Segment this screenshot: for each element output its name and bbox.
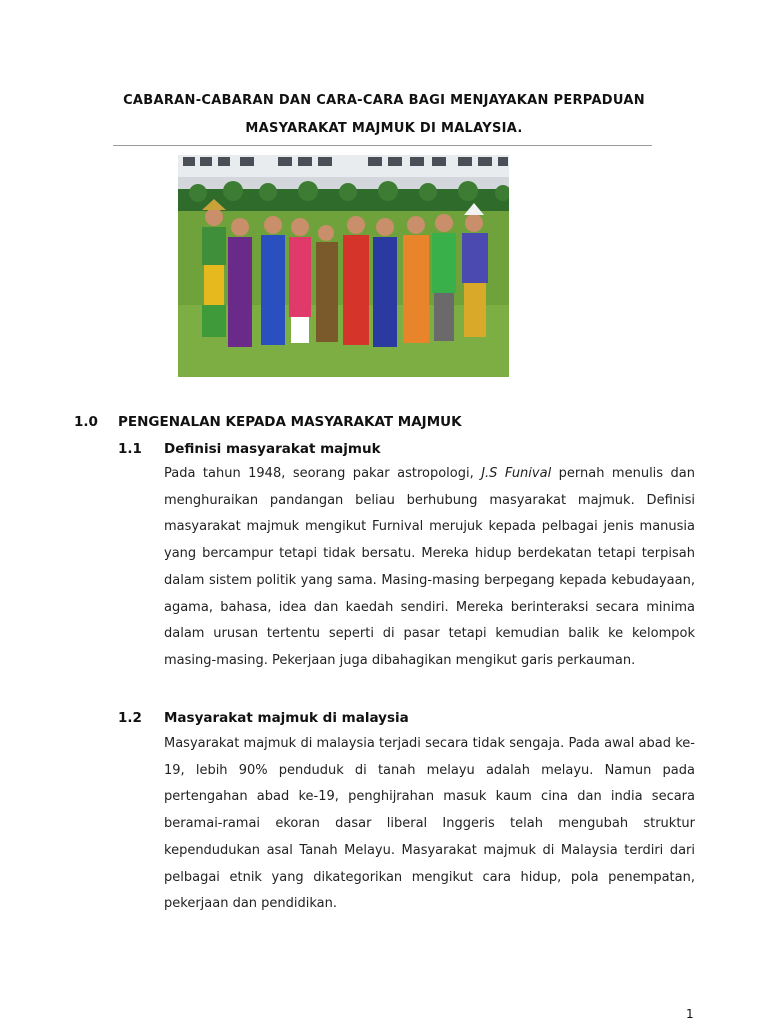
section-1-1-heading: Definisi masyarakat majmuk xyxy=(164,441,381,457)
section-1-2-number: 1.2 xyxy=(118,710,142,726)
document-title-line-2: MASYARAKAT MAJMUK DI MALAYSIA. xyxy=(245,121,523,136)
children-costume-photo xyxy=(178,155,509,377)
paragraph-text-start: Pada tahun 1948, seorang pakar astropologi, xyxy=(164,466,482,481)
author-name-italic: J.S Funival xyxy=(481,466,552,481)
section-1-2-heading: Masyarakat majmuk di malaysia xyxy=(164,710,409,726)
document-title-line-1: CABARAN-CABARAN DAN CARA-CARA BAGI MENJAYAKAN PERPADUAN xyxy=(123,93,645,108)
section-1-1-number: 1.1 xyxy=(118,441,142,457)
section-1-heading: PENGENALAN KEPADA MASYARAKAT MAJMUK xyxy=(118,414,462,430)
section-1-2-paragraph: Masyarakat majmuk di malaysia terjadi secara tidak sengaja. Pada awal abad ke-19, lebih 90% penduduk di tanah melayu adalah melayu. Namun pada pertengahan abad ke-19, penghijrahan masuk kaum cina dan india secara beramai-ramai ekoran dasar liberal Inggeris telah mengubah struktur kependudukan asal Tanah Melayu. Masyarakat majmuk di Malaysia terdiri dari pelbagai etnik yang dikategorikan mengikut cara hidup, pola penempatan, pekerjaan dan pendidikan. xyxy=(164,736,695,912)
paragraph-text-rest: pernah menulis dan menghuraikan pandangan beliau berhubung masyarakat majmuk. Definisi masyarakat majmuk mengikut Furnival merujuk kepada pelbagai jenis manusia yang bercampur tetapi tidak bersatu. Mereka hidup berdekatan tetapi terpisah dalam sistem politik yang sama. Masing-masing berpegang kepada kebudayaan, agama, bahasa, idea dan kaedah sendiri. Mereka berinteraksi secara minima dalam urusan tertentu seperti di pasar tetapi kemudian balik ke kelompok masing-masing. Pekerjaan juga dibahagikan mengikut garis perkauman. xyxy=(164,466,695,668)
page-number: 1 xyxy=(686,1007,694,1021)
section-1-1-paragraph xyxy=(164,461,695,675)
section-1-number: 1.0 xyxy=(74,414,98,430)
title-divider xyxy=(113,145,652,146)
